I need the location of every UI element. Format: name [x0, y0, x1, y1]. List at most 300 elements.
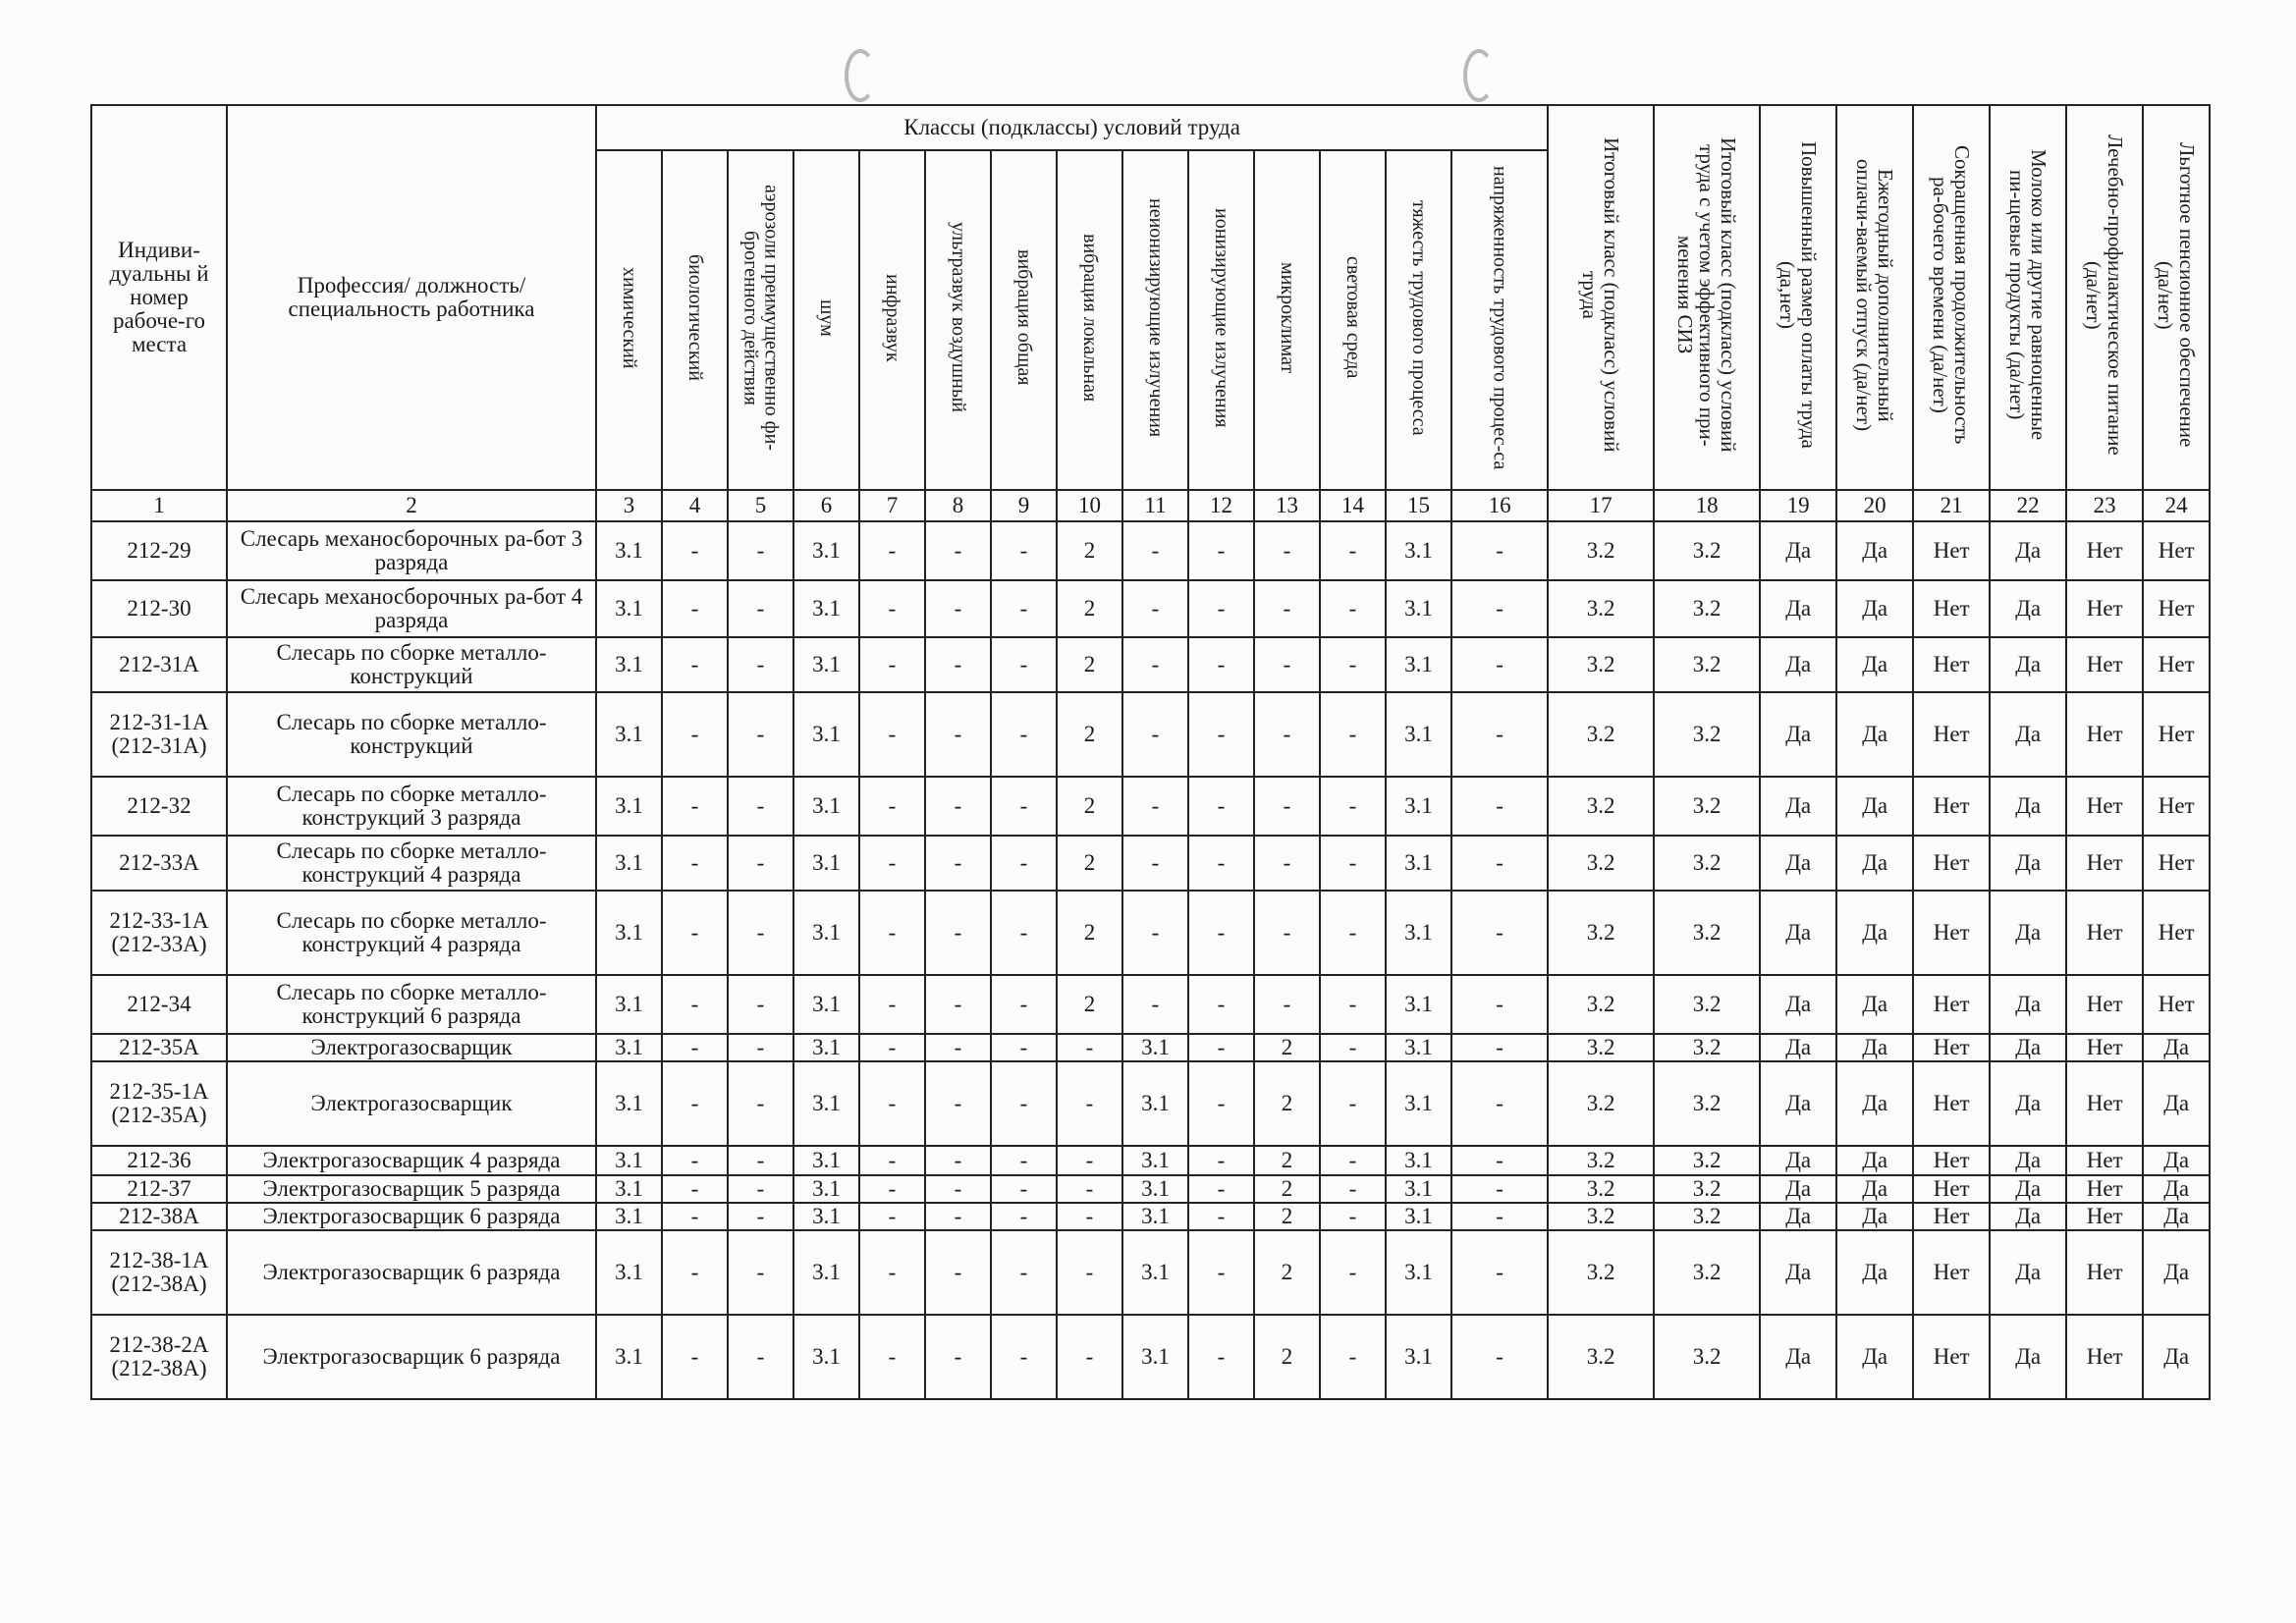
value-cell: Да: [1990, 1315, 2066, 1399]
value-cell: 3.2: [1548, 692, 1654, 777]
value-cell: -: [1451, 1175, 1548, 1203]
value-cell: 3.2: [1654, 777, 1760, 836]
value-cell: 3.1: [596, 580, 662, 637]
column-number: 23: [2066, 490, 2143, 521]
value-cell: 3.2: [1654, 1203, 1760, 1230]
value-cell: Да: [1760, 692, 1836, 777]
value-cell: Нет: [2066, 580, 2143, 637]
column-number: 8: [925, 490, 991, 521]
value-cell: Да: [1836, 1175, 1913, 1203]
value-cell: 2: [1057, 891, 1122, 975]
value-cell: -: [925, 1230, 991, 1315]
value-cell: -: [662, 580, 728, 637]
value-cell: -: [728, 836, 793, 891]
value-cell: Да: [1990, 975, 2066, 1034]
value-cell: 3.2: [1654, 836, 1760, 891]
value-cell: -: [991, 580, 1057, 637]
header-factor-col: вибрация общая: [991, 150, 1057, 490]
value-cell: 3.1: [596, 1061, 662, 1146]
value-cell: -: [1451, 1061, 1548, 1146]
header-summary-col: Повышенный размер оплаты труда (да,нет): [1760, 105, 1836, 490]
value-cell: -: [1451, 1315, 1548, 1399]
value-cell: -: [859, 580, 925, 637]
value-cell: -: [1320, 637, 1386, 692]
working-conditions-table: [90, 104, 2211, 1400]
value-cell: -: [1320, 1203, 1386, 1230]
value-cell: 3.1: [596, 1146, 662, 1175]
value-cell: -: [925, 1175, 991, 1203]
value-cell: Да: [1990, 580, 2066, 637]
value-cell: 3.1: [1386, 1061, 1451, 1146]
value-cell: Да: [2143, 1175, 2210, 1203]
value-cell: Нет: [1913, 1061, 1990, 1146]
profession-cell: Электрогазосварщик: [227, 1061, 596, 1146]
value-cell: -: [1320, 975, 1386, 1034]
value-cell: -: [1320, 1034, 1386, 1061]
table-row: [91, 1034, 2210, 1061]
column-number: 11: [1122, 490, 1188, 521]
value-cell: 2: [1254, 1146, 1320, 1175]
value-cell: -: [859, 1203, 925, 1230]
value-cell: Нет: [2066, 1230, 2143, 1315]
value-cell: -: [1320, 580, 1386, 637]
punch-hole-mark: [1463, 49, 1495, 102]
header-factor-col: неионизирующие излучения: [1122, 150, 1188, 490]
value-cell: 3.1: [1386, 1230, 1451, 1315]
value-cell: Нет: [2143, 692, 2210, 777]
workplace-id-cell: 212-35-1А (212-35А): [91, 1061, 227, 1146]
value-cell: 3.1: [1122, 1203, 1188, 1230]
value-cell: Нет: [2066, 777, 2143, 836]
value-cell: 3.1: [1386, 891, 1451, 975]
value-cell: Да: [1990, 891, 2066, 975]
value-cell: 2: [1057, 975, 1122, 1034]
value-cell: 2: [1254, 1061, 1320, 1146]
value-cell: 3.1: [1386, 580, 1451, 637]
value-cell: 3.1: [1386, 1315, 1451, 1399]
value-cell: 2: [1254, 1175, 1320, 1203]
value-cell: -: [1188, 1034, 1254, 1061]
value-cell: 2: [1254, 1203, 1320, 1230]
value-cell: Да: [2143, 1203, 2210, 1230]
value-cell: -: [1451, 1230, 1548, 1315]
value-cell: -: [1188, 777, 1254, 836]
value-cell: Нет: [2143, 777, 2210, 836]
value-cell: Нет: [2143, 637, 2210, 692]
value-cell: -: [991, 1230, 1057, 1315]
header-summary-col: Итоговый класс (подкласс) условий труда с учетом эффективного при-менения СИЗ: [1654, 105, 1760, 490]
value-cell: 3.2: [1548, 637, 1654, 692]
value-cell: Да: [2143, 1315, 2210, 1399]
profession-cell: Слесарь по сборке металло-конструкций 4 разряда: [227, 836, 596, 891]
value-cell: -: [991, 1034, 1057, 1061]
value-cell: Да: [1990, 521, 2066, 580]
header-summary-col: Лечебно-профилактическое питание (да/нет): [2066, 105, 2143, 490]
value-cell: Нет: [1913, 521, 1990, 580]
value-cell: -: [1451, 580, 1548, 637]
value-cell: Да: [1836, 1203, 1913, 1230]
value-cell: Да: [1990, 637, 2066, 692]
table-row: [91, 1315, 2210, 1399]
value-cell: -: [1188, 1203, 1254, 1230]
value-cell: -: [925, 580, 991, 637]
value-cell: Да: [1836, 777, 1913, 836]
profession-cell: Слесарь по сборке металло-конструкций 6 разряда: [227, 975, 596, 1034]
value-cell: -: [1254, 975, 1320, 1034]
value-cell: 3.1: [596, 1230, 662, 1315]
value-cell: 3.1: [596, 521, 662, 580]
value-cell: Да: [1990, 1146, 2066, 1175]
value-cell: -: [662, 777, 728, 836]
value-cell: 3.1: [596, 975, 662, 1034]
value-cell: Нет: [1913, 1175, 1990, 1203]
value-cell: -: [991, 1203, 1057, 1230]
header-factor-col: микроклимат: [1254, 150, 1320, 490]
value-cell: -: [1254, 521, 1320, 580]
value-cell: -: [925, 975, 991, 1034]
profession-cell: Слесарь по сборке металло-конструкций 3 разряда: [227, 777, 596, 836]
value-cell: -: [728, 1175, 793, 1203]
header-factor-col: шум: [793, 150, 859, 490]
column-number: 24: [2143, 490, 2210, 521]
value-cell: -: [662, 1061, 728, 1146]
value-cell: Да: [1836, 1034, 1913, 1061]
value-cell: Нет: [2066, 836, 2143, 891]
table-row: [91, 1061, 2210, 1146]
value-cell: Да: [1990, 1034, 2066, 1061]
value-cell: Да: [1990, 1175, 2066, 1203]
value-cell: 3.1: [793, 1315, 859, 1399]
value-cell: 3.1: [793, 777, 859, 836]
workplace-id-cell: 212-38-1А (212-38А): [91, 1230, 227, 1315]
value-cell: 3.2: [1654, 637, 1760, 692]
table-row: [91, 777, 2210, 836]
workplace-id-cell: 212-33-1А (212-33А): [91, 891, 227, 975]
value-cell: 3.1: [1122, 1146, 1188, 1175]
value-cell: -: [1451, 1203, 1548, 1230]
value-cell: Да: [1836, 521, 1913, 580]
table-row: [91, 975, 2210, 1034]
value-cell: -: [859, 1175, 925, 1203]
value-cell: -: [662, 692, 728, 777]
value-cell: 3.2: [1654, 975, 1760, 1034]
value-cell: 3.2: [1654, 1034, 1760, 1061]
workplace-id-cell: 212-38-2А (212-38А): [91, 1315, 227, 1399]
value-cell: Нет: [1913, 1230, 1990, 1315]
value-cell: 3.1: [793, 891, 859, 975]
value-cell: 2: [1254, 1230, 1320, 1315]
value-cell: 3.1: [596, 777, 662, 836]
value-cell: Да: [1760, 1175, 1836, 1203]
value-cell: 3.1: [1122, 1175, 1188, 1203]
column-number: 5: [728, 490, 793, 521]
column-number: 14: [1320, 490, 1386, 521]
value-cell: -: [1188, 836, 1254, 891]
value-cell: 3.1: [793, 1146, 859, 1175]
value-cell: 2: [1057, 692, 1122, 777]
value-cell: Нет: [1913, 891, 1990, 975]
value-cell: Нет: [2143, 891, 2210, 975]
value-cell: -: [991, 836, 1057, 891]
value-cell: -: [1122, 637, 1188, 692]
column-number: 15: [1386, 490, 1451, 521]
value-cell: Да: [1760, 1061, 1836, 1146]
profession-cell: Слесарь по сборке металло-конструкций 4 разряда: [227, 891, 596, 975]
value-cell: Да: [1836, 836, 1913, 891]
value-cell: 3.1: [1386, 1175, 1451, 1203]
value-cell: -: [1188, 1175, 1254, 1203]
value-cell: 3.1: [1386, 1034, 1451, 1061]
column-number: 22: [1990, 490, 2066, 521]
column-number: 18: [1654, 490, 1760, 521]
value-cell: Да: [1990, 836, 2066, 891]
column-number: 13: [1254, 490, 1320, 521]
workplace-id-cell: 212-34: [91, 975, 227, 1034]
profession-cell: Электрогазосварщик: [227, 1034, 596, 1061]
value-cell: Да: [1990, 1230, 2066, 1315]
column-number: 9: [991, 490, 1057, 521]
value-cell: Нет: [1913, 692, 1990, 777]
value-cell: Да: [2143, 1061, 2210, 1146]
value-cell: -: [728, 1315, 793, 1399]
value-cell: -: [1451, 836, 1548, 891]
value-cell: -: [728, 1061, 793, 1146]
value-cell: Нет: [1913, 1315, 1990, 1399]
value-cell: 3.1: [793, 580, 859, 637]
value-cell: Да: [1836, 891, 1913, 975]
value-cell: Да: [1990, 1203, 2066, 1230]
header-factor-col: ионизирующие излучения: [1188, 150, 1254, 490]
profession-cell: Слесарь механосборочных ра-бот 4 разряда: [227, 580, 596, 637]
value-cell: Нет: [2066, 637, 2143, 692]
value-cell: -: [1057, 1230, 1122, 1315]
value-cell: 3.1: [596, 1175, 662, 1203]
value-cell: Нет: [2066, 1034, 2143, 1061]
value-cell: 3.2: [1654, 891, 1760, 975]
value-cell: 3.1: [793, 836, 859, 891]
value-cell: 3.1: [793, 1034, 859, 1061]
value-cell: -: [728, 891, 793, 975]
value-cell: -: [1188, 1061, 1254, 1146]
value-cell: Нет: [2066, 692, 2143, 777]
value-cell: -: [1188, 975, 1254, 1034]
header-factor-col: вибрация локальная: [1057, 150, 1122, 490]
value-cell: Нет: [1913, 1034, 1990, 1061]
value-cell: Да: [1760, 975, 1836, 1034]
value-cell: -: [1122, 836, 1188, 891]
value-cell: Нет: [2066, 891, 2143, 975]
value-cell: Да: [1760, 521, 1836, 580]
value-cell: 3.2: [1548, 1175, 1654, 1203]
value-cell: 3.1: [596, 836, 662, 891]
header-factor-col: ультразвук воздушный: [925, 150, 991, 490]
value-cell: Нет: [1913, 836, 1990, 891]
value-cell: -: [1122, 777, 1188, 836]
profession-cell: Электрогазосварщик 4 разряда: [227, 1146, 596, 1175]
header-factor-col: инфразвук: [859, 150, 925, 490]
value-cell: -: [925, 836, 991, 891]
value-cell: 3.1: [793, 692, 859, 777]
value-cell: 3.1: [596, 692, 662, 777]
value-cell: -: [859, 1146, 925, 1175]
value-cell: Нет: [1913, 1146, 1990, 1175]
column-number: 4: [662, 490, 728, 521]
value-cell: Да: [1836, 637, 1913, 692]
value-cell: 3.1: [793, 521, 859, 580]
value-cell: -: [991, 521, 1057, 580]
table-row: [91, 1175, 2210, 1203]
value-cell: -: [1320, 1230, 1386, 1315]
value-cell: 3.2: [1548, 777, 1654, 836]
value-cell: Нет: [2143, 580, 2210, 637]
workplace-id-cell: 212-31-1А (212-31А): [91, 692, 227, 777]
value-cell: 3.1: [596, 891, 662, 975]
header-summary-col: Ежегодный дополнительный оплачи-ваемый отпуск (да/нет): [1836, 105, 1913, 490]
workplace-id-cell: 212-38А: [91, 1203, 227, 1230]
header-conditions-classes: Классы (подклассы) условий труда: [596, 105, 1548, 150]
value-cell: -: [1057, 1146, 1122, 1175]
workplace-id-cell: 212-37: [91, 1175, 227, 1203]
value-cell: Нет: [2143, 836, 2210, 891]
value-cell: -: [925, 692, 991, 777]
value-cell: -: [728, 1146, 793, 1175]
value-cell: 3.1: [1386, 975, 1451, 1034]
value-cell: -: [925, 777, 991, 836]
value-cell: Да: [1760, 1315, 1836, 1399]
value-cell: -: [662, 891, 728, 975]
value-cell: Да: [1836, 692, 1913, 777]
value-cell: -: [1451, 521, 1548, 580]
value-cell: Нет: [2066, 1203, 2143, 1230]
value-cell: 3.2: [1654, 521, 1760, 580]
value-cell: -: [991, 975, 1057, 1034]
value-cell: Да: [1760, 637, 1836, 692]
value-cell: Да: [1990, 777, 2066, 836]
value-cell: Да: [1836, 1230, 1913, 1315]
workplace-id-cell: 212-32: [91, 777, 227, 836]
value-cell: -: [925, 891, 991, 975]
value-cell: -: [925, 1146, 991, 1175]
value-cell: 3.1: [1122, 1230, 1188, 1315]
value-cell: -: [1122, 975, 1188, 1034]
value-cell: -: [1254, 836, 1320, 891]
value-cell: -: [859, 1061, 925, 1146]
value-cell: Да: [1990, 692, 2066, 777]
value-cell: 3.2: [1654, 1230, 1760, 1315]
value-cell: -: [1122, 891, 1188, 975]
value-cell: -: [728, 1230, 793, 1315]
value-cell: 3.2: [1654, 1146, 1760, 1175]
value-cell: -: [662, 1203, 728, 1230]
value-cell: -: [991, 1146, 1057, 1175]
value-cell: -: [1057, 1203, 1122, 1230]
value-cell: -: [859, 836, 925, 891]
value-cell: -: [991, 692, 1057, 777]
value-cell: 3.2: [1654, 1061, 1760, 1146]
value-cell: -: [991, 777, 1057, 836]
value-cell: 3.1: [596, 637, 662, 692]
value-cell: -: [662, 836, 728, 891]
value-cell: -: [1451, 1146, 1548, 1175]
value-cell: -: [1320, 1175, 1386, 1203]
profession-cell: Электрогазосварщик 6 разряда: [227, 1230, 596, 1315]
value-cell: Да: [1836, 1061, 1913, 1146]
value-cell: 3.1: [596, 1203, 662, 1230]
value-cell: Да: [1760, 1146, 1836, 1175]
column-number: 10: [1057, 490, 1122, 521]
value-cell: -: [662, 1034, 728, 1061]
value-cell: -: [662, 1175, 728, 1203]
header-profession: Профессия/ должность/ специальность работника: [227, 105, 596, 490]
punch-hole-mark: [845, 49, 876, 102]
value-cell: 3.1: [793, 1203, 859, 1230]
value-cell: -: [1122, 521, 1188, 580]
column-number: 3: [596, 490, 662, 521]
value-cell: -: [728, 1203, 793, 1230]
value-cell: -: [1122, 692, 1188, 777]
value-cell: 3.1: [1122, 1315, 1188, 1399]
value-cell: 2: [1254, 1034, 1320, 1061]
value-cell: 3.2: [1548, 1203, 1654, 1230]
value-cell: 3.1: [1386, 836, 1451, 891]
value-cell: Да: [1836, 1146, 1913, 1175]
value-cell: Нет: [2066, 1146, 2143, 1175]
value-cell: -: [728, 637, 793, 692]
value-cell: -: [1188, 1230, 1254, 1315]
value-cell: Да: [1760, 580, 1836, 637]
profession-cell: Электрогазосварщик 5 разряда: [227, 1175, 596, 1203]
value-cell: -: [859, 975, 925, 1034]
value-cell: 3.1: [1386, 1203, 1451, 1230]
value-cell: -: [1451, 891, 1548, 975]
value-cell: -: [1057, 1061, 1122, 1146]
header-summary-col: Молоко или другие равноценные пи-щевые продукты (да/нет): [1990, 105, 2066, 490]
value-cell: -: [1254, 637, 1320, 692]
value-cell: -: [1320, 891, 1386, 975]
table-row: [91, 692, 2210, 777]
value-cell: 2: [1057, 637, 1122, 692]
value-cell: 3.2: [1548, 1230, 1654, 1315]
value-cell: -: [728, 1034, 793, 1061]
table-row: [91, 637, 2210, 692]
value-cell: Нет: [2143, 521, 2210, 580]
header-factor-col: тяжесть трудового процесса: [1386, 150, 1451, 490]
value-cell: Да: [1990, 1061, 2066, 1146]
value-cell: -: [1188, 1315, 1254, 1399]
value-cell: 3.1: [793, 1230, 859, 1315]
column-number: 21: [1913, 490, 1990, 521]
header-summary-col: Итоговый класс (подкласс) условий труда: [1548, 105, 1654, 490]
value-cell: -: [1320, 1315, 1386, 1399]
header-workplace-id: Индиви-дуальны й номер рабоче-го места: [91, 105, 227, 490]
value-cell: Нет: [2066, 1061, 2143, 1146]
value-cell: Да: [1760, 891, 1836, 975]
column-number: 12: [1188, 490, 1254, 521]
value-cell: Да: [1836, 580, 1913, 637]
value-cell: -: [1254, 777, 1320, 836]
column-number: 16: [1451, 490, 1548, 521]
value-cell: -: [991, 891, 1057, 975]
table-row: [91, 521, 2210, 580]
column-number: 6: [793, 490, 859, 521]
value-cell: Нет: [2066, 1175, 2143, 1203]
value-cell: Да: [2143, 1034, 2210, 1061]
value-cell: -: [859, 1230, 925, 1315]
value-cell: -: [662, 1230, 728, 1315]
value-cell: -: [925, 1034, 991, 1061]
value-cell: -: [728, 975, 793, 1034]
value-cell: -: [859, 1034, 925, 1061]
